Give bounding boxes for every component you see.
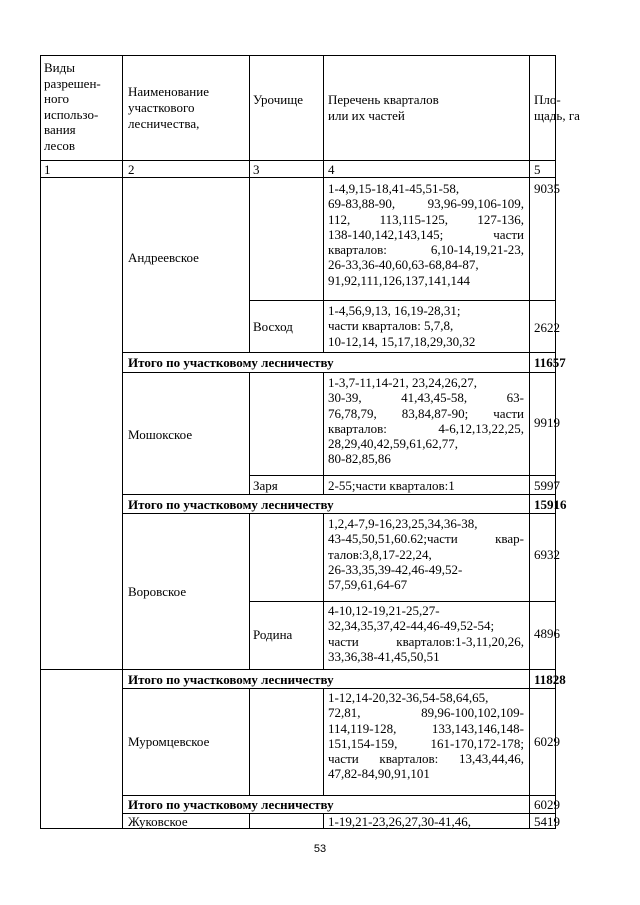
header-col1-line: разрешен-	[44, 75, 101, 91]
quarter-list	[328, 603, 524, 664]
quarter-line: кварталов: 4-6,12,13,22,25,	[328, 420, 524, 436]
quarter-line: 1-4,9,15-18,41-45,51-58,	[328, 181, 460, 196]
page-number: 53	[313, 843, 327, 855]
quarter-line: 1-4,56,9,13, 16,19-28,31;	[328, 303, 461, 318]
quarter-line: 28,29,40,42,59,61,62,77,	[328, 436, 458, 452]
quarter-list	[328, 181, 524, 288]
area-value: 9919	[534, 415, 560, 430]
area-value: 6932	[534, 547, 560, 562]
quarter-line: талов:3,8,17-22,24,	[328, 546, 432, 562]
area-value: 5997	[534, 478, 560, 493]
quarter-line: 114,119-128, 133,143,146,148-	[328, 720, 524, 736]
total-label: Итого по участковому лесничеству	[128, 797, 334, 812]
area-value: 5419	[534, 814, 560, 829]
quarter-line: части кварталов: 13,43,44,46,	[328, 751, 524, 767]
quarter-line: 1-12,14-20,32-36,54-58,64,65,	[328, 690, 489, 705]
quarter-line: 112, 113,115-125, 127-136,	[328, 211, 524, 227]
header-col1-line: ного	[44, 91, 69, 106]
quarter-list	[328, 303, 475, 349]
tract-name: Родина	[253, 627, 293, 642]
forestry-name: Мошокское	[128, 427, 193, 442]
header-col4	[328, 92, 439, 124]
quarter-line: 26-33,36-40,60,63-68,84-87,	[328, 257, 479, 273]
quarter-list	[328, 690, 524, 782]
header-col2-line: лесничества,	[128, 116, 200, 131]
total-area: 15916	[534, 497, 567, 512]
header-col1-line: лесов	[44, 137, 75, 153]
quarter-line: 138-140,142,143,145; части	[328, 226, 524, 242]
total-area: 11828	[534, 672, 566, 687]
header-col1-line: Виды	[44, 60, 75, 75]
quarter-line: 91,92,111,126,137,141,144	[328, 272, 471, 288]
total-area: 6029	[534, 797, 560, 812]
header-col2-line: Наименование	[128, 84, 209, 99]
quarter-line: 1,2,4-7,9-16,23,25,34,36-38,	[328, 516, 478, 531]
area-value: 6029	[534, 734, 560, 749]
forestry-name: Воровское	[128, 584, 187, 599]
quarter-line: части кварталов:1-3,11,20,26,	[328, 633, 524, 649]
quarter-line: 32,34,35,37,42-44,46-49,52-54;	[328, 618, 495, 634]
header-col5-line: Пло-	[534, 92, 561, 107]
quarter-line: 57,59,61,64-67	[328, 577, 408, 593]
quarter-line: 26-33,35,39-42,46-49,52-	[328, 561, 463, 577]
quarter-line: 4-10,12-19,21-25,27-	[328, 603, 440, 618]
column-number: 2	[128, 162, 135, 177]
total-label: Итого по участковому лесничеству	[128, 355, 334, 370]
quarter-line: кварталов: 6,10-14,19,21-23,	[328, 242, 524, 258]
quarter-line: 47,82-84,90,91,101	[328, 766, 430, 782]
header-col5-line: щадь, га	[534, 108, 580, 123]
area-value: 4896	[534, 626, 560, 641]
column-number: 3	[253, 162, 260, 177]
quarter-line: 33,36,38-41,45,50,51	[328, 648, 440, 664]
tract-name: Заря	[253, 478, 278, 493]
total-area: 11657	[534, 355, 566, 370]
area-value: 9035	[534, 181, 560, 196]
quarter-list	[328, 516, 524, 592]
forestry-name: Муромцевское	[128, 734, 210, 749]
header-col1	[44, 60, 101, 153]
quarter-list: 2-55;части кварталов:1	[328, 478, 455, 493]
column-number: 5	[534, 162, 541, 177]
quarter-line: 151,154-159, 161-170,172-178;	[328, 735, 524, 751]
quarter-line: 10-12,14, 15,17,18,29,30,32	[328, 333, 476, 349]
quarter-line: части кварталов: 5,7,8,	[328, 318, 454, 334]
header-col1-line: использо-	[44, 106, 99, 122]
total-label: Итого по участковому лесничеству	[128, 672, 334, 687]
area-value: 2622	[534, 320, 560, 335]
forestry-name: Андреевское	[128, 250, 199, 265]
header-col1-line: вания	[44, 122, 76, 137]
quarter-line: 1-3,7-11,14-21, 23,24,26,27,	[328, 375, 478, 390]
quarter-line: 72,81, 89,96-100,102,109-	[328, 705, 524, 721]
header-col3: Урочище	[253, 92, 304, 107]
quarter-list: 1-19,21-23,26,27,30-41,46,	[328, 814, 471, 829]
header-col2	[128, 84, 209, 132]
total-label: Итого по участковому лесничеству	[128, 497, 334, 512]
forestry-name: Жуковское	[128, 814, 188, 829]
header-col4-line: Перечень кварталов	[328, 92, 439, 107]
quarter-line: 43-45,50,51,60.62;части квар-	[328, 531, 524, 547]
quarter-line: 30-39, 41,43,45-58, 63-	[328, 390, 524, 406]
header-col4-line: или их частей	[328, 108, 405, 123]
column-number: 1	[44, 162, 51, 177]
header-col2-line: участкового	[128, 100, 195, 115]
quarter-list	[328, 375, 524, 467]
quarter-line: 69-83,88-90, 93,96-99,106-109,	[328, 196, 524, 212]
quarter-line: 76,78,79, 83,84,87-90; части	[328, 405, 524, 421]
header-col5	[534, 92, 580, 124]
quarter-line: 80-82,85,86	[328, 451, 391, 467]
column-number: 4	[328, 162, 335, 177]
tract-name: Восход	[253, 319, 293, 334]
